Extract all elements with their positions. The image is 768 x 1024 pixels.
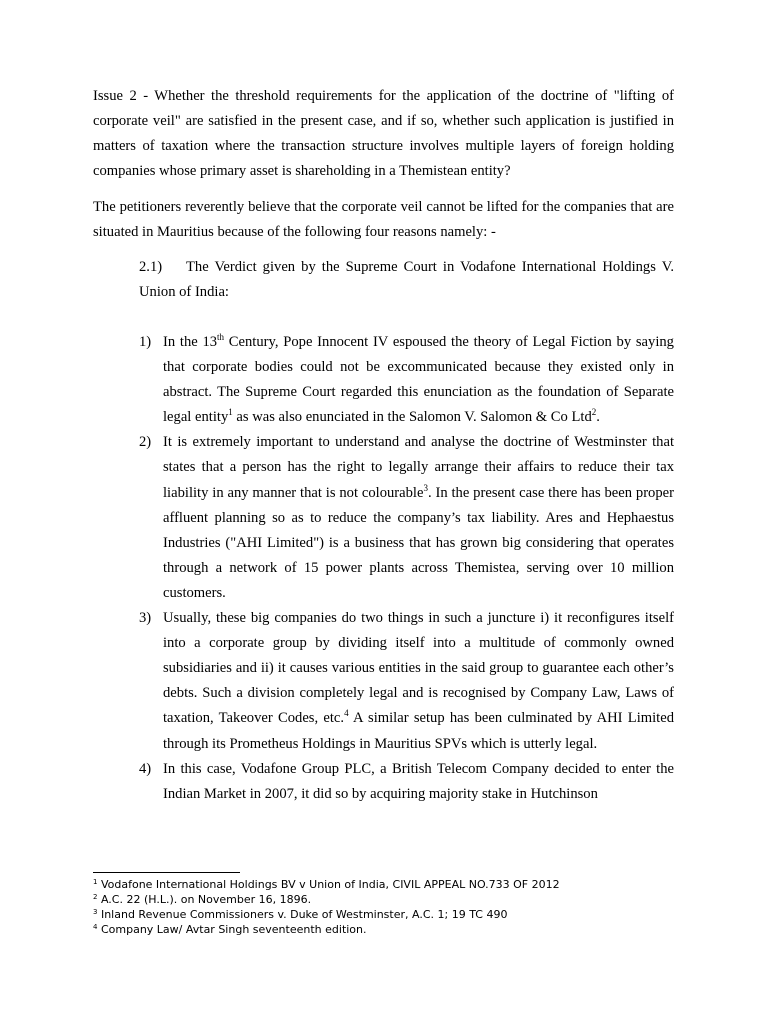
- section-number: 2.1): [139, 259, 163, 275]
- list-item: [139, 330, 674, 430]
- list-item-text: A similar setup has been culminated by AHI Limited through its Prometheus Holdings in Mauritius SPVs which is utterly legal.: [163, 710, 674, 752]
- list-item: [139, 606, 674, 757]
- list-item-text: . In the present case there has been proper affluent planning so as to reduce the company’s tax liability. Ares and Hephaestus Industries ("AHI Limited") is a business that has grown big considering that operates through a network of 15 power plants across Themistea, serving over 10 million customers.: [163, 484, 674, 601]
- issue-paragraph: Issue 2 - Whether the threshold requirements for the application of the doctrine of "lifting of corporate veil" are satisfied in the present case, and if so, whether such application is justified in matters of taxation where the transaction structure involves multiple layers of foreign holding companies whose primary asset is shareholding in a Themistean entity?: [93, 88, 674, 179]
- footnote-text: A.C. 22 (H.L.). on November 16, 1896.: [97, 893, 312, 906]
- footnote-text: Vodafone International Holdings BV v Union of India, CIVIL APPEAL NO.733 OF 2012: [97, 878, 560, 891]
- footnote-ref: 2: [591, 407, 597, 418]
- list-item-text: as was also enunciated in the Salomon V. Salomon & Co Ltd: [232, 409, 592, 426]
- list-item-number: 3): [139, 610, 152, 627]
- footnote-separator: [93, 872, 240, 873]
- footnote: [93, 922, 693, 937]
- list-item-number: 4): [139, 760, 152, 777]
- list-item: [139, 757, 674, 807]
- footnote-mark: 2: [93, 893, 98, 901]
- list-item: [139, 430, 674, 606]
- footnote-ref: 4: [344, 708, 349, 719]
- footnote-mark: 3: [93, 908, 98, 916]
- list-item-text: Century, Pope Innocent IV espoused the theory of Legal Fiction by saying that corporate bodies could not be excommunicated because they existed only in abstract. The Supreme Court regarded this enunciation as the foundation of Separate legal entity: [163, 334, 674, 426]
- footnote: [93, 877, 693, 892]
- list-item-text: In the 13: [163, 334, 218, 350]
- footnote-ref: 3: [423, 482, 428, 493]
- footnote: [93, 892, 693, 907]
- footnote-text: Inland Revenue Commissioners v. Duke of Westminster, A.C. 1; 19 TC 490: [97, 908, 508, 921]
- reasons-list: [139, 330, 674, 807]
- list-item-number: 2): [139, 434, 152, 451]
- ordinal-superscript: th: [217, 332, 225, 342]
- footnote-mark: 1: [93, 878, 98, 886]
- section-heading: [139, 255, 674, 305]
- footnote-text: Company Law/ Avtar Singh seventeenth edition.: [97, 923, 367, 936]
- list-item-text: In this case, Vodafone Group PLC, a British Telecom Company decided to enter the Indian Market in 2007, it did so by acquiring majority stake in Hutchinson: [163, 760, 674, 802]
- intro-paragraph: The petitioners reverently believe that the corporate veil cannot be lifted for the companies that are situated in Mauritius because of the following four reasons namely: -: [93, 199, 674, 240]
- list-item-text: .: [596, 409, 600, 426]
- list-item-text: It is extremely important to understand and analyse the doctrine of Westminster that states that a person has the right to legally arrange their affairs to reduce their tax liability in any manner that is not colourable: [163, 434, 674, 501]
- list-item-text: Usually, these big companies do two things in such a juncture i) it reconfigures itself into a corporate group by dividing itself into a multitude of commonly owned subsidiaries and ii) it causes various entities in the said group to guarantee each other’s debts. Such a division completely legal and is recognised by Company Law, Laws of taxation, Takeover Codes, etc.: [163, 610, 674, 727]
- footnote-mark: 4: [93, 923, 98, 931]
- footnotes: [93, 877, 693, 937]
- list-item-number: 1): [139, 334, 152, 350]
- footnote-ref: 1: [228, 407, 233, 418]
- footnote: [93, 907, 693, 922]
- section-title: The Verdict given by the Supreme Court in Vodafone International Holdings V. Union of India:: [139, 259, 674, 300]
